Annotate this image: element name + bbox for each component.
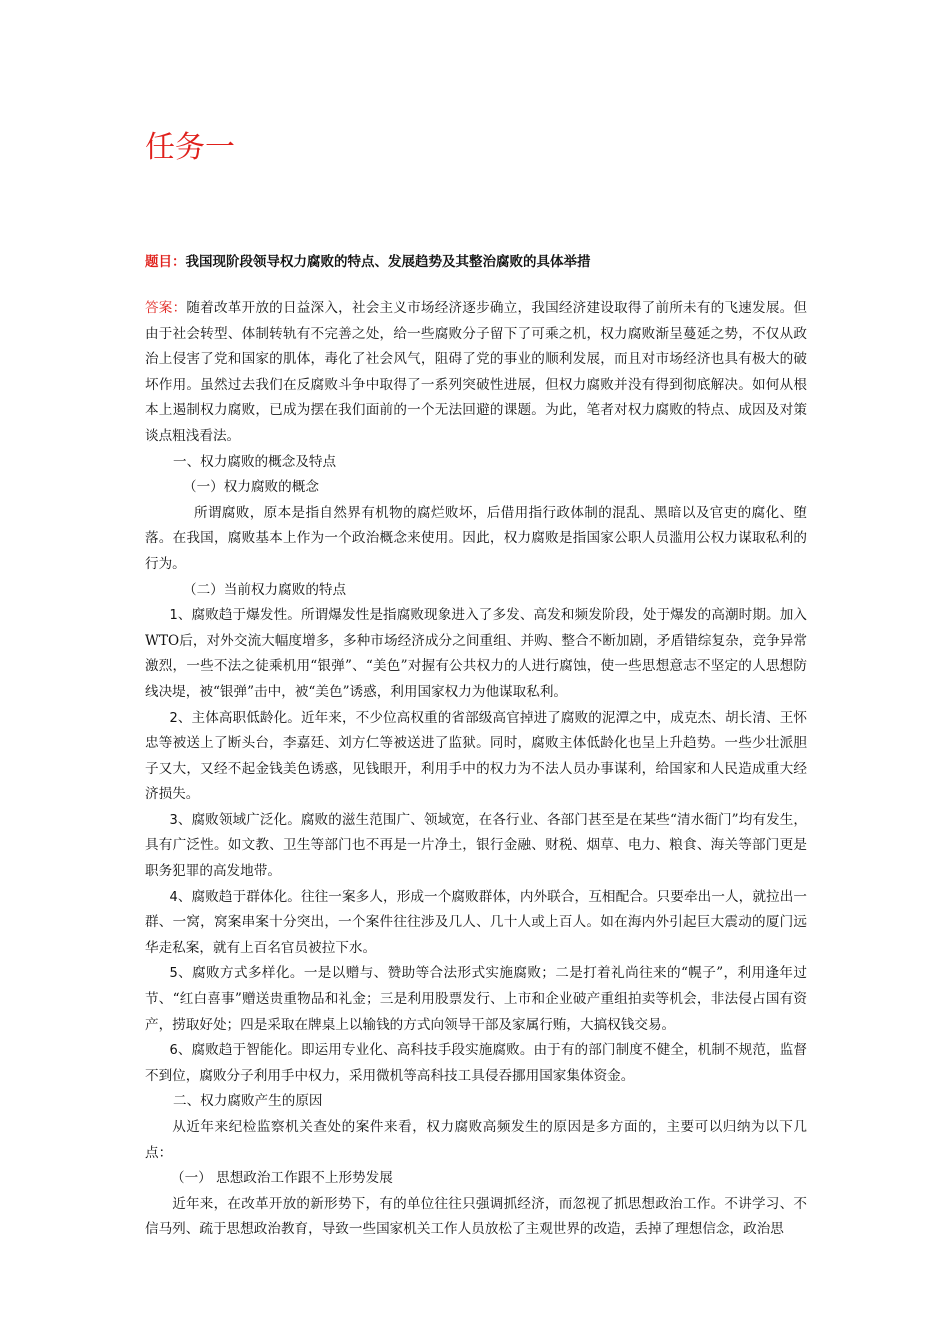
section-heading-2: 二、权力腐败产生的原因 [173, 1093, 323, 1110]
section-heading-1: 一、权力腐败的概念及特点 [173, 453, 337, 470]
answer-intro-paragraph [145, 296, 807, 450]
answer-intro-text: 随着改革开放的日益深入，社会主义市场经济逐步确立，我国经济建设取得了前所未有的飞速发展。但由于社会转型、体制转轨有不完善之处，给一些腐败分子留下了可乘之机，权力腐败渐呈蔓延之势，不仅从政治上侵害了党和国家的肌体，毒化了社会风气，阻碍了党的事业的顺利发展，而且对市场经济也具有极大的破坏作用。虽然过去我们在反腐败斗争中取得了一系列突破性进展，但权力腐败并没有得到彻底解决。如何从根本上遏制权力腐败，已成为摆在我们面前的一个无法回避的课题。为此，笔者对权力腐败的特点、成因及对策谈点粗浅看法。 [145, 300, 807, 444]
point-paragraph [145, 961, 807, 1038]
point-paragraph [145, 603, 807, 705]
point-paragraph [145, 885, 807, 962]
point-text: 、腐败趋于智能化。即运用专业化、高科技手段实施腐败。由于有的部门制度不健全，机制不规范，监督不到位，腐败分子利用手中权力，采用微机等高科技工具侵吞挪用国家集体资金。 [145, 1042, 807, 1084]
point-paragraph [145, 706, 807, 808]
subsection-heading-2-1: （一） 思想政治工作跟不上形势发展 [171, 1170, 393, 1187]
point-number: 2 [169, 710, 178, 726]
point-number: 1 [169, 608, 178, 624]
topic-line [145, 251, 825, 273]
point-text: 、腐败方式多样化。一是以赠与、赞助等合法形式实施腐败；二是打着礼尚往来的“幌子”，利用逢年过节、“红白喜事”赠送贵重物品和礼金；三是利用股票发行、上市和企业破产重组拍卖等机会，非法侵占国有资产，捞取好处；四是采取在牌桌上以输钱的方式向领导干部及家属行贿，大搞权钱交易。 [145, 965, 807, 1033]
point-number: 6 [169, 1043, 178, 1059]
task-title: 任务一 [145, 130, 235, 165]
topic-label: 题目： [145, 254, 186, 270]
point-number: 5 [169, 966, 178, 982]
answer-body [145, 296, 807, 1243]
ideology-paragraph: 近年来，在改革开放的新形势下，有的单位往往只强调抓经济，而忽视了抓思想政治工作。不讲学习、不信马列、疏于思想政治教育，导致一些国家机关工作人员放松了主观世界的改造，丢掉了理想信念，政治思 [145, 1195, 807, 1238]
causes-intro-paragraph: 从近年来纪检监察机关查处的案件来看，权力腐败高频发生的原因是多方面的，主要可以归纳为以下几点： [145, 1119, 807, 1161]
subsection-heading-1-2: （二）当前权力腐败的特点 [183, 581, 347, 598]
point-text: 、主体高职低龄化。近年来，不少位高权重的省部级高官掉进了腐败的泥潭之中，成克杰、胡长清、王怀忠等被送上了断头台，李嘉廷、刘方仁等被送进了监狱。同时，腐败主体低龄化也呈上升趋势。一些少壮派胆子又大，又经不起金钱美色诱惑，见钱眼开，利用手中的权力为不法人员办事谋利，给国家和人民造成重大经济损失。 [145, 709, 807, 803]
point-text: 、腐败趋于群体化。往往一案多人，形成一个腐败群体，内外联合，互相配合。只要牵出一人，就拉出一群、一窝，窝案串案十分突出，一个案件往往涉及几人、几十人或上百人。如在海内外引起巨大震动的厦门远华走私案，就有上百名官员被拉下水。 [145, 888, 807, 956]
point-number: 3 [169, 812, 178, 828]
topic-text: 我国现阶段领导权力腐败的特点、发展趋势及其整治腐败的具体举措 [185, 254, 591, 270]
point-paragraph [145, 1038, 807, 1089]
point-text: 、腐败趋于爆发性。所谓爆发性是指腐败现象进入了多发、高发和频发阶段，处于爆发的高潮时期。加入WTO后，对外交流大幅度增多，多种市场经济成分之间重组、并购、整合不断加剧，矛盾错综复杂，竞争异常激烈，一些不法之徒乘机用“银弹”、“美色”对握有公共权力的人进行腐蚀，使一些思想意志不坚定的人思想防线决堤，被“银弹”击中，被“美色”诱惑，利用国家权力为他谋取私利。 [145, 607, 807, 700]
concept-paragraph: 所谓腐败，原本是指自然界有机物的腐烂败坏，后借用指行政体制的混乱、黑暗以及官吏的腐化、堕落。在我国，腐败基本上作为一个政治概念来使用。因此，权力腐败是指国家公职人员滥用公权力谋取私利的行为。 [145, 504, 807, 572]
point-number: 4 [169, 889, 178, 905]
subsection-heading-1-1: （一）权力腐败的概念 [183, 479, 319, 496]
point-paragraph [145, 808, 807, 885]
answer-label: 答案： [145, 300, 187, 316]
point-text: 、腐败领域广泛化。腐败的滋生范围广、领域宽，在各行业、各部门甚至是在某些“清水衙门”均有发生，具有广泛性。如文教、卫生等部门也不再是一片净土，银行金融、财税、烟草、电力、粮食、海关等部门更是职务犯罪的高发地带。 [145, 811, 807, 880]
